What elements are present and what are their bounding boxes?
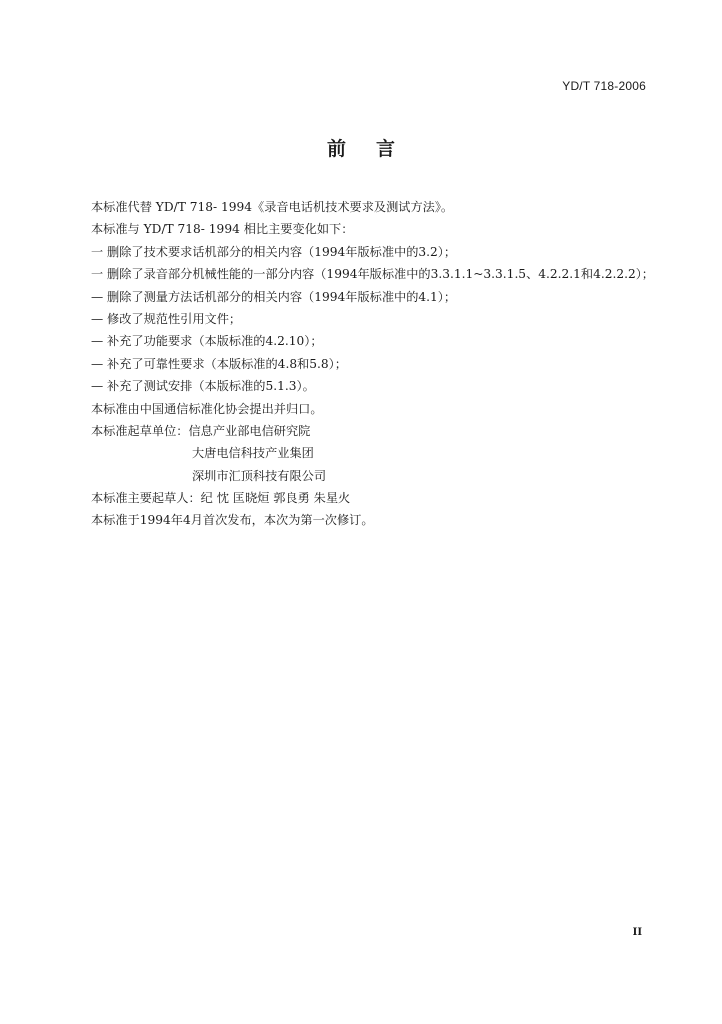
paragraph-proposed-by: 本标准由中国通信标准化协会提出并归口。 [91, 401, 323, 416]
preface-body [91, 196, 654, 532]
drafting-unit-3: 深圳市汇顶科技有限公司 [192, 468, 327, 483]
list-item-change-2: 一 删除了录音部分机械性能的一部分内容（1994年版标准中的3.3.1.1~3.3.1.5、4.2.2.1和4.2.2.2）； [91, 267, 654, 282]
paragraph-replaces-standard: 本标准代替 YD/T 718- 1994《录音电话机技术要求及测试方法》。 [91, 200, 454, 214]
paragraph-drafters: 本标准主要起草人：纪 忱 匡晓烜 郭良勇 朱星火 [91, 491, 351, 506]
list-item-change-4: — 修改了规范性引用文件； [91, 311, 242, 326]
list-item-change-6: — 补充了可靠性要求（本版标准的4.8和5.8）； [91, 356, 347, 371]
paragraph-publication-history: 本标准于1994年4月首次发布，本次为第一次修订。 [91, 513, 374, 528]
document-code: YD/T 718-2006 [562, 79, 646, 93]
drafting-unit-2: 大唐电信科技产业集团 [192, 446, 314, 461]
list-item-change-7: — 补充了测试安排（本版标准的5.1.3）。 [91, 379, 315, 394]
page-number: II [632, 927, 642, 938]
paragraph-main-changes: 本标准与 YD/T 718- 1994 相比主要变化如下： [91, 222, 354, 237]
page-title: 前言 [326, 138, 425, 160]
list-item-change-5: — 补充了功能要求（本版标准的4.2.10）； [91, 334, 323, 349]
paragraph-drafting-unit: 本标准起草单位：信息产业部电信研究院 [91, 423, 311, 438]
list-item-change-3: — 删除了测量方法话机部分的相关内容（1994年版标准中的4.1）； [91, 289, 457, 304]
list-item-change-1: 一 删除了技术要求话机部分的相关内容（1994年版标准中的3.2）； [91, 244, 457, 259]
